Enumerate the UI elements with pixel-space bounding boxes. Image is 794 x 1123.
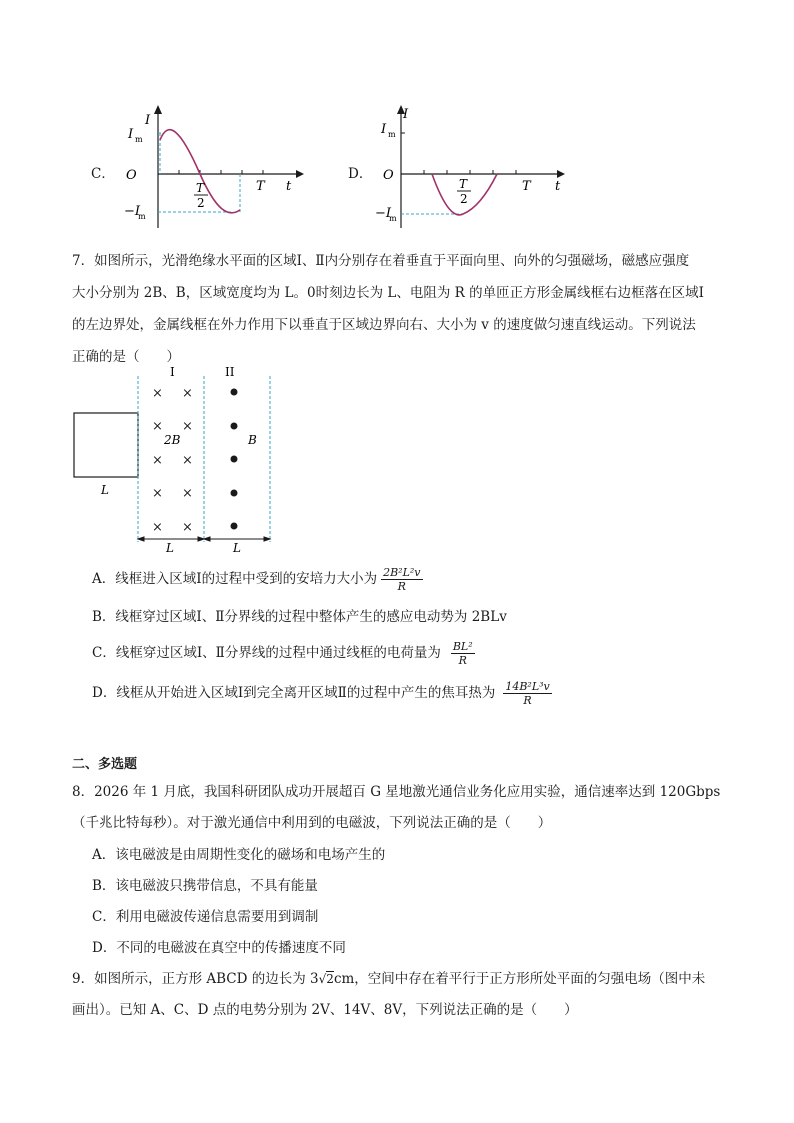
svg-text:m: m: [138, 212, 146, 221]
q7-line-2: 大小分别为 2B、B，区域宽度均为 L。0时刻边长为 L、电阻为 R 的单匝正方形金属线框右边框落在区域Ⅰ: [72, 285, 704, 301]
svg-text:I: I: [381, 122, 387, 137]
option-d-label: D．: [348, 166, 373, 182]
svg-text:t: t: [555, 179, 561, 194]
svg-text:t: t: [286, 179, 292, 194]
svg-text:II: II: [225, 365, 235, 379]
q8-option-d[interactable]: D．不同的电磁波在真空中的传播速度不同: [92, 940, 346, 956]
svg-text:L: L: [166, 541, 174, 555]
q9-line-2: 画出）。已知 A、C、D 点的电势分别为 2V、14V、8V，下列说法正确的是（ ）: [72, 1002, 578, 1018]
svg-text:L: L: [101, 483, 109, 497]
svg-text:m: m: [135, 135, 143, 144]
c-axis-I: I: [145, 113, 151, 128]
svg-text:O: O: [126, 168, 137, 183]
svg-text:T: T: [459, 177, 468, 191]
q8-option-a[interactable]: A．该电磁波是由周期性变化的磁场和电场产生的: [92, 847, 386, 863]
svg-text:×: ×: [182, 486, 193, 501]
option-c-graph: [88, 100, 308, 230]
square-coil: [74, 413, 138, 477]
svg-text:I: I: [170, 365, 175, 379]
q8-line-2: （千兆比特每秒）。对于激光通信中利用到的电磁波，下列说法正确的是（ ）: [72, 815, 552, 831]
q8-option-b[interactable]: B．该电磁波只携带信息，不具有能量: [92, 878, 318, 894]
q7-option-c[interactable]: C．线框穿过区域Ⅰ、Ⅱ分界线的过程中通过线框的电荷量为 $\frac{\text{BL²}}{R}$: [92, 640, 473, 667]
section-multiple-choice-title: 二、多选题: [72, 757, 138, 772]
option-d-graph: [345, 100, 575, 230]
svg-text:O: O: [383, 168, 394, 183]
svg-text:−I: −I: [124, 204, 141, 219]
q7-line-4: 正确的是（ ）: [72, 349, 180, 365]
sqrt-symbol: √: [318, 972, 327, 986]
option-c-label: C．: [91, 166, 115, 182]
svg-text:×: ×: [152, 419, 163, 434]
q7-field-diagram: [70, 362, 290, 562]
svg-text:T: T: [522, 179, 531, 194]
q7-field-svg: [70, 362, 290, 562]
svg-text:×: ×: [152, 486, 163, 501]
svg-text:L: L: [233, 541, 241, 555]
svg-text:−I: −I: [375, 206, 392, 221]
q8-line-1: 8．2026 年 1 月底，我国科研团队成功开展超百 G 星地激光通信业务化应用实验，通信速率达到 120Gbps: [72, 784, 721, 800]
svg-text:×: ×: [182, 419, 193, 434]
q9-line-1: 9．如图所示，正方形 ABCD 的边长为 3√2cm，空间中存在着平行于正方形所处平面的匀强电场（图中未: [72, 971, 706, 987]
svg-text:2B: 2B: [164, 433, 181, 447]
svg-text:T: T: [256, 179, 265, 194]
svg-text:T: T: [196, 181, 205, 195]
q7-line-1: 7．如图所示，光滑绝缘水平面的区域Ⅰ、Ⅱ内分别存在着垂直于平面向里、向外的匀强磁场，磁感应强度: [72, 253, 690, 269]
q7-option-b[interactable]: B．线框穿过区域Ⅰ、Ⅱ分界线的过程中整体产生的感应电动势为 2BLv: [92, 609, 507, 625]
svg-text:m: m: [389, 214, 397, 223]
svg-text:2: 2: [197, 196, 205, 210]
svg-text:×: ×: [152, 520, 163, 535]
svg-text:×: ×: [182, 386, 193, 401]
svg-text:×: ×: [182, 453, 193, 468]
svg-text:2: 2: [460, 192, 468, 206]
svg-text:×: ×: [182, 520, 193, 535]
svg-text:B: B: [248, 433, 257, 447]
option-c-sine-plot: [88, 100, 308, 230]
q7-option-d[interactable]: D．线框从开始进入区域Ⅰ到完全离开区域Ⅱ的过程中产生的焦耳热为 $\frac{\text{14B²L³v}}{R}$: [92, 680, 550, 707]
svg-text:m: m: [388, 130, 396, 139]
q7-line-3: 的左边界处，金属线框在外力作用下以垂直于区域边界向右、大小为 v 的速度做匀速直线运动。下列说法: [72, 317, 696, 333]
option-d-sine-plot: [345, 100, 575, 230]
svg-text:I: I: [403, 107, 409, 122]
svg-text:×: ×: [152, 386, 163, 401]
q8-option-c[interactable]: C．利用电磁波传递信息需要用到调制: [92, 909, 319, 925]
svg-text:×: ×: [152, 453, 163, 468]
q7-option-a[interactable]: A．线框进入区域Ⅰ的过程中受到的安培力大小为 $\frac{\text{2B²L²v}}{R}$: [92, 566, 421, 593]
svg-text:I: I: [128, 127, 134, 142]
